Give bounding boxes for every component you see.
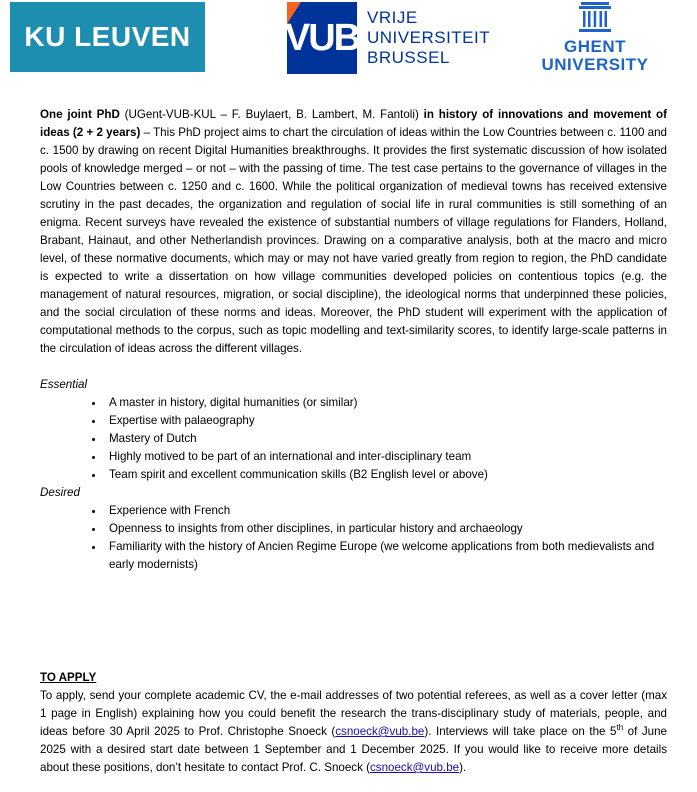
ku-leuven-logo-text: KU LEUVEN xyxy=(24,21,191,52)
list-item: • Team spirit and excellent communication skills (B2 English level or above) xyxy=(105,466,667,484)
ghent-university-logo xyxy=(540,0,650,76)
intro-paragraph xyxy=(40,106,667,358)
intro-lead-bold: One joint PhD xyxy=(40,108,120,121)
apply-paragraph xyxy=(40,687,667,777)
desired-label: Desired xyxy=(40,486,80,499)
apply-text-1: To apply, send your complete academic CV, the e-mail addresses of two potential referees, as well as a cover letter (max 1 page in English) explaining how you could benefit the research the trans-disciplinary study of materials, people, and ideas before 30 April 2025 to Prof. Christophe Snoeck ( xyxy=(40,689,667,738)
vub-logo-accent xyxy=(287,2,301,24)
apply-title: TO APPLY xyxy=(40,671,97,684)
list-item: • Highly motived to be part of an international and inter-disciplinary team xyxy=(105,448,667,466)
desired-list xyxy=(40,502,667,574)
vub-logo xyxy=(284,2,491,74)
ugent-logo-line: UNIVERSITY xyxy=(541,55,649,74)
ugent-logo-line: GHENT xyxy=(564,37,626,56)
list-item: • Experience with French xyxy=(105,502,667,520)
list-item: • Familiarity with the history of Ancien Regime Europe (we welcome applications from both medievalists and early modernists) xyxy=(105,538,667,574)
apply-section xyxy=(40,669,667,777)
ku-leuven-logo xyxy=(10,2,205,72)
list-item: • Openness to insights from other disciplines, in particular history and archaeology xyxy=(105,520,667,538)
vub-logo-line: BRUSSEL xyxy=(367,48,450,67)
apply-text-4: ). xyxy=(459,761,467,774)
vub-logo-line: UNIVERSITEIT xyxy=(367,28,491,47)
intro-lead-bold-2: in history of innovations and movement of ideas (2 + 2 years) xyxy=(40,108,667,139)
apply-ordinal-suffix: th xyxy=(616,723,624,733)
vub-logo-line: VRIJE xyxy=(367,8,418,27)
apply-text-3: of June 2025 with a desired start date between 1 September and 1 December 2025. If you would like to receive more details about these positions, don’t hesitate to contact Prof. C. Snoeck ( xyxy=(40,725,667,774)
ugent-logo-text xyxy=(540,38,650,74)
intro-lead-normal: (UGent-VUB-KUL – F. Buylaert, B. Lambert, M. Fantoli) xyxy=(119,108,424,121)
list-item: • Mastery of Dutch xyxy=(105,430,667,448)
list-item: • A master in history, digital humanities (or similar) xyxy=(105,394,667,412)
contact-email-link-2[interactable]: csnoeck@vub.be xyxy=(369,761,460,774)
intro-body: – This PhD project aims to chart the circulation of ideas within the Low Countries between c. 1100 and c. 1500 by drawing on recent Digital Humanities breakthroughs. It provides the first systematic discussion of how isolated pools of knowledge merged – or not – with the passing of time. The test case pertains to the governance of villages in the Low Countries between c. 1250 and c. 1600. While the political organization of medieval towns has received extensive scrutiny in the past decades, the organization and regulation of social life in rural communities is still something of an enigma. Recent surveys have revealed the existence of substantial numbers of village regulations for Flanders, Holland, Brabant, Hainaut, and other Netherlandish provinces. Drawing on a comparative analysis, both at the macro and micro level, of these normative documents, which may or may not have varied greatly from region to region, the PhD candidate is expected to write a dissertation on how village communities developed policies on contentious topics (e.g. the management of natural resources, migration, or social discipline), the ideological norms that underpinned these policies, and the social circulation of these norms and ideas. Moreover, the PhD student will experiment with the application of computational methods to the corpus, such as topic modelling and text-similarity scores, to identify large-scale patterns in the circulation of ideas across the different villages. xyxy=(40,126,667,355)
essential-list xyxy=(40,394,667,484)
vub-logo-mark-text: VUB xyxy=(284,16,360,59)
essential-label: Essential xyxy=(40,378,88,391)
contact-email-link[interactable]: csnoeck@vub.be xyxy=(335,725,425,738)
vub-logo-text xyxy=(367,8,490,68)
apply-text-2: ). Interviews will take place on the 5 xyxy=(424,725,617,738)
list-item: • Expertise with palaeography xyxy=(105,412,667,430)
ugent-building-icon xyxy=(577,0,613,36)
job-description xyxy=(40,106,667,574)
